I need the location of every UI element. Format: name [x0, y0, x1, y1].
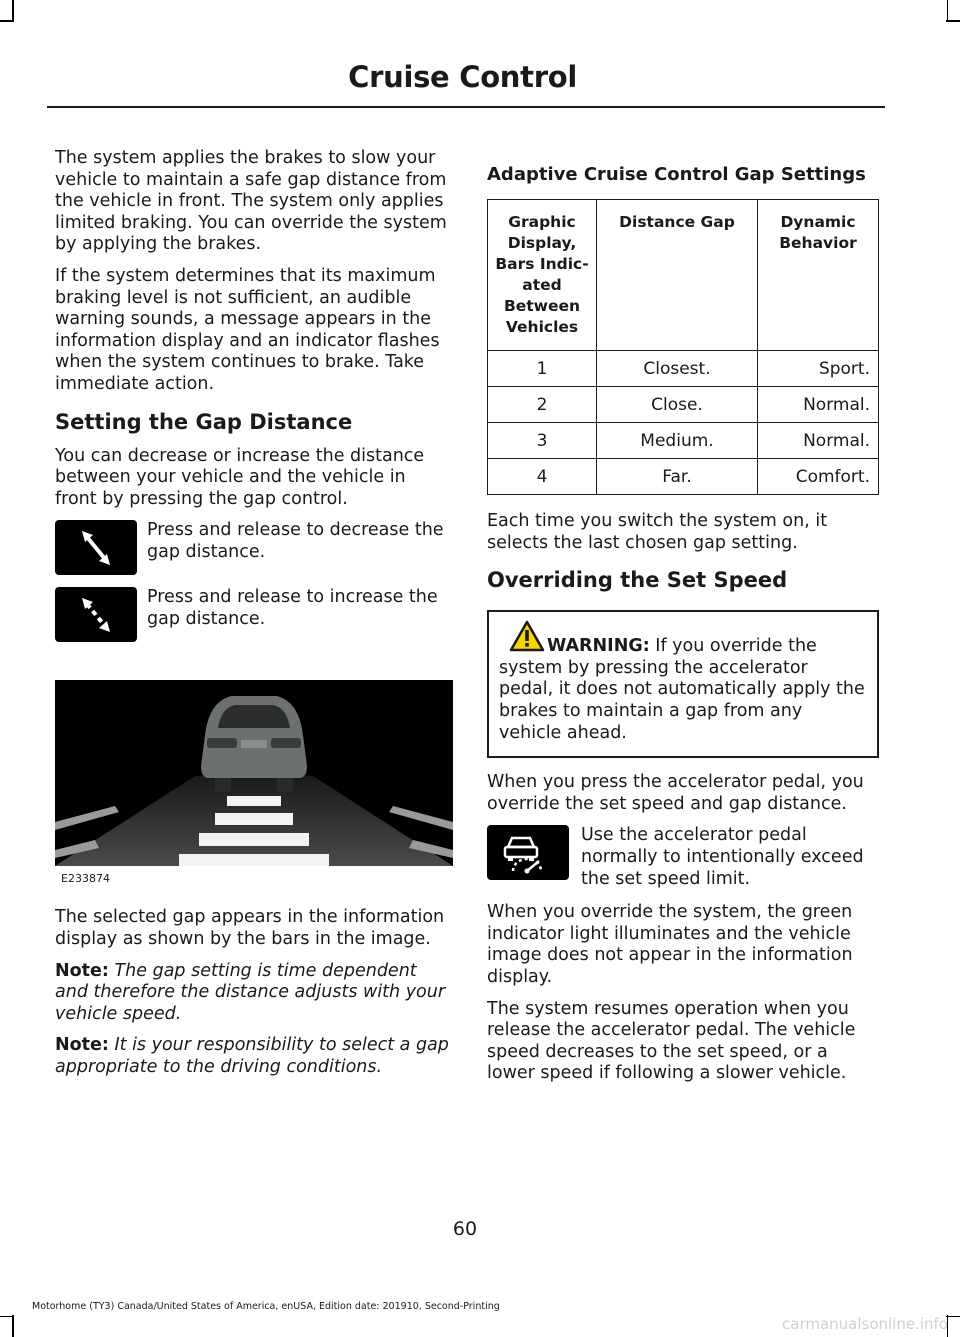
table-cell: Far.	[597, 459, 758, 495]
crop-mark	[12, 0, 14, 22]
table-cell: Normal.	[758, 387, 879, 423]
right-column	[487, 148, 879, 1095]
crop-mark	[0, 20, 14, 22]
page-title: Cruise Control	[348, 60, 577, 94]
section-heading-overriding: Overriding the Set Speed	[487, 568, 788, 593]
table-cell: 4	[488, 459, 597, 495]
warning-text	[499, 636, 867, 744]
paragraph-maximum-braking: If the system determines that its maximum braking level is not sufficient, an audible warning sounds, a message appears in the information display and an indicator flashes when the system continues to brake. Take immediate action.	[55, 265, 440, 394]
cruise-override-icon	[487, 825, 569, 880]
crop-mark	[0, 1316, 14, 1318]
accelerator-text: Use the accelerator pedal normally to intentionally exceed the set speed limit.	[581, 825, 864, 889]
table-header-row	[488, 200, 879, 351]
table-row	[488, 351, 879, 387]
paragraph-resume-operation: The system resumes operation when you release the accelerator pedal. The vehicle speed decreases to the set speed, or a lower speed if following a slower vehicle.	[487, 998, 856, 1084]
gap-display-illustration	[55, 680, 453, 866]
crop-mark	[12, 1315, 14, 1337]
paragraph-selected-gap: The selected gap appears in the information display as shown by the bars in the image.	[55, 907, 445, 949]
decrease-gap-text: Press and release to decrease the gap distance.	[147, 520, 444, 562]
table-cell: 1	[488, 351, 597, 387]
table-title: Adaptive Cruise Control Gap Settings	[487, 164, 866, 185]
table-cell: Comfort.	[758, 459, 879, 495]
note-text: The gap setting is time dependent and therefore the distance adjusts with your vehicle speed.	[55, 960, 446, 1024]
paragraph-brakes: The system applies the brakes to slow your vehicle to maintain a safe gap distance from the vehicle in front. The system only applies limited braking. You can override the system by applying the brakes.	[55, 148, 447, 255]
gap-increase-icon	[55, 587, 137, 642]
paragraph-gap-control: You can decrease or increase the distance between your vehicle and the vehicle in front by pressing the gap control.	[55, 445, 425, 509]
edition-info: Motorhome (TY3) Canada/United States of America, enUSA, Edition date: 201910, Second-Printing	[32, 1301, 500, 1312]
gap-settings-table	[487, 199, 879, 495]
crop-mark	[947, 0, 949, 22]
left-column	[55, 148, 450, 1088]
crop-mark	[946, 1316, 960, 1318]
note-text: It is your responsibility to select a gap appropriate to the driving conditions.	[55, 1035, 449, 1077]
table-cell: Close.	[597, 387, 758, 423]
note-label: Note:	[55, 960, 109, 981]
paragraph-override-indicator: When you override the system, the green indicator light illuminates and the vehicle image does not appear in the information display.	[487, 902, 853, 987]
illustration-code: E233874	[61, 872, 110, 886]
note-time-dependent	[55, 961, 450, 1026]
table-cell: 3	[488, 423, 597, 459]
note-label: Note:	[55, 1035, 109, 1056]
header-divider	[47, 106, 885, 108]
increase-gap-text: Press and release to increase the gap distance.	[147, 587, 438, 629]
note-responsibility	[55, 1035, 450, 1078]
warning-box	[487, 610, 879, 758]
column-header-distance-gap: Distance Gap	[597, 200, 758, 351]
paragraph-last-setting: Each time you switch the system on, it selects the last chosen gap setting.	[487, 511, 828, 553]
table-row	[488, 423, 879, 459]
paragraph-accelerator-override: When you press the accelerator pedal, you override the set speed and gap distance.	[487, 772, 864, 814]
increase-gap-row	[55, 587, 450, 642]
warning-triangle-icon	[509, 620, 545, 652]
gap-decrease-icon	[55, 520, 137, 575]
page-number: 60	[452, 1218, 478, 1240]
table-cell: Sport.	[758, 351, 879, 387]
column-header-graphic-display: Graphic Display, Bars Indic-ated Between Vehicles	[488, 200, 597, 351]
decrease-gap-row	[55, 520, 450, 575]
watermark: carmanualsonline.info	[782, 1315, 948, 1333]
accelerator-row	[487, 825, 879, 890]
table-cell: Normal.	[758, 423, 879, 459]
column-header-dynamic-behavior: Dynamic Behavior	[758, 200, 879, 351]
crop-mark	[946, 20, 960, 22]
table-row	[488, 387, 879, 423]
section-heading-gap-distance: Setting the Gap Distance	[55, 409, 353, 434]
table-row	[488, 459, 879, 495]
table-cell: Medium.	[597, 423, 758, 459]
warning-label: WARNING:	[547, 636, 650, 657]
warning-body: If you override the system by pressing the accelerator pedal, it does not automatically apply the brakes to maintain a gap from any vehicle ahead.	[499, 636, 865, 743]
table-cell: 2	[488, 387, 597, 423]
table-cell: Closest.	[597, 351, 758, 387]
